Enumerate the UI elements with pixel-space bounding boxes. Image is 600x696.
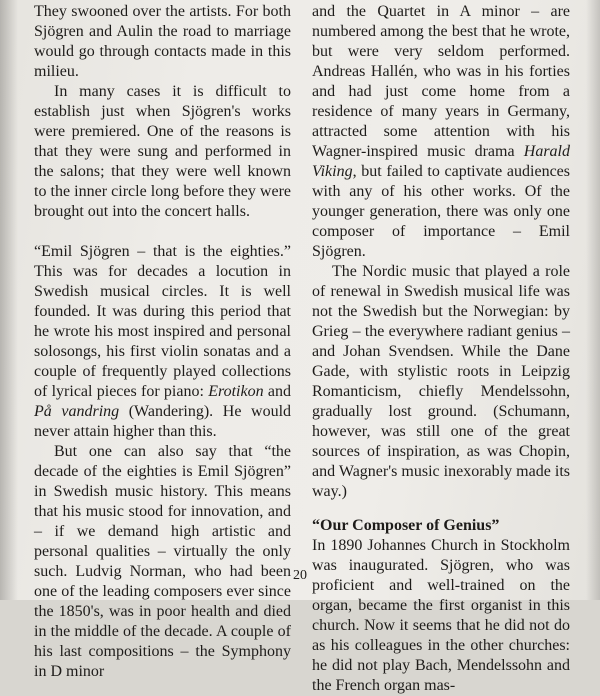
page-number: 20	[293, 568, 307, 583]
paragraph: In 1890 Johannes Church in Stockholm was inaugurated. Sjögren, who was proficient and well-trained on the organ, became the first organist in this church. Now it seems that he did not do as his colleagues in the other churches: he did not play Bach, Mendelssohn and the French organ mas-	[312, 537, 570, 694]
work-title-pa-vandring: På vandring	[34, 403, 120, 420]
paragraph-text: “Emil Sjögren – that is the eighties.” This was for decades a locution in Swedish musical circles. It is well founded. It was during this period that he wrote his most inspired and personal solosongs, his first violin sonatas and a couple of frequently played collections of lyrical pieces for piano:	[34, 243, 291, 400]
paragraph: In many cases it is difficult to establish just when Sjögren's works were premiered. One of the reasons is that they were sung and performed in the salons; that they were well known to the inner circle long before they were brought out into the concert halls.	[34, 83, 291, 220]
work-title-erotikon: Erotikon	[208, 383, 264, 400]
section-heading: “Our Composer of Genius”	[312, 517, 500, 534]
paragraph: The Nordic music that played a role of renewal in Swedish musical life was not the Swedish but the Norwegian: by Grieg – the everywhere radiant genius – and Johan Svendsen. While the Dane Gade, with stylistic roots in Leipzig Romanticism, chiefly Mendelssohn, gradually lost ground. (Schumann, however, was still one of the great sources of inspiration, as was Chopin, and Wagner's music inexorably made its way.)	[312, 263, 570, 500]
paragraph: But one can also say that “the decade of the eighties is Emil Sjögren” in Swedish music history. This means that his music stood for innovation, and – if we demand high artistic and personal qualities – virtually the only such. Ludvig Norman, who had been one of the leading composers ever since the 1850's, was in poor health and died in the middle of the decade. A couple of his last compositions – the Symphony in D minor	[34, 443, 291, 680]
paragraph-text: and the Quartet in A minor – are numbered among the best that he wrote, but were very seldom performed. Andreas Hallén, who was in his forties and had just come home from a residence of many years in Germany, attracted some attention with his Wagner-inspired music drama	[312, 3, 570, 160]
right-column	[312, 0, 570, 696]
paragraph	[312, 2, 570, 262]
page-gutter-shadow	[0, 0, 18, 600]
paragraph: They swooned over the artists. For both Sjögren and Aulin the road to marriage would go through contacts made in this milieu.	[34, 3, 291, 80]
paragraph-text: , but failed to captivate audiences with any of his other works. Of the younger generation, there was only one composer of importance – Emil Sjögren.	[312, 163, 570, 260]
paragraph-text: (Wandering). He would never attain higher than this.	[34, 403, 292, 440]
paragraph	[34, 242, 291, 442]
work-title-harald-viking: Harald Viking	[312, 143, 570, 180]
page-edge-shadow	[586, 0, 600, 600]
paragraph-text: and	[263, 383, 291, 400]
